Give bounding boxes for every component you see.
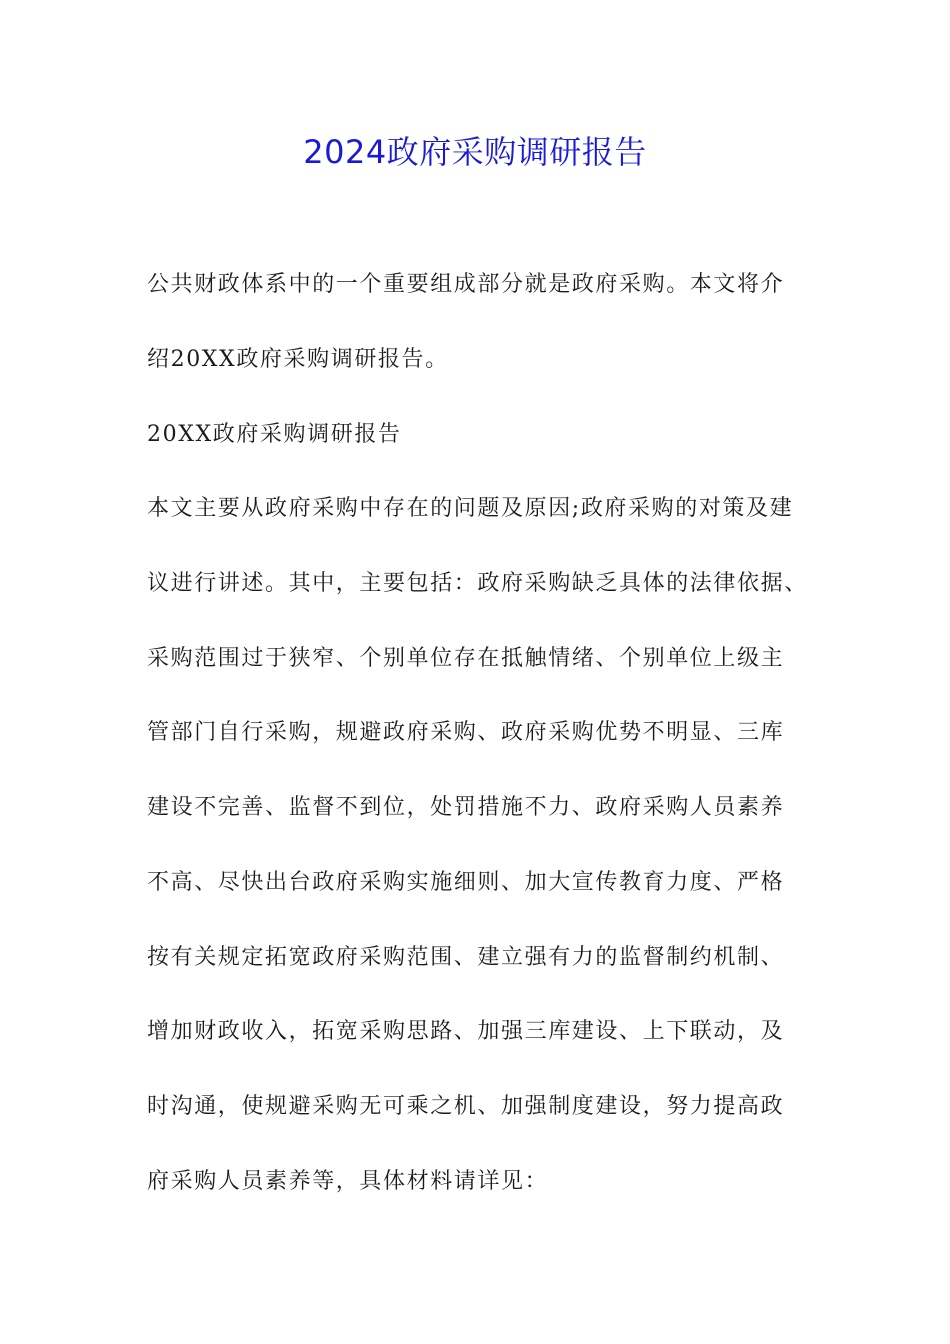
body-line: 管部门自行采购，规避政府采购、政府采购优势不明显、三库 — [147, 720, 785, 745]
body-line: 府采购人员素养等，具体材料请详见： — [147, 1169, 549, 1194]
body-line: 增加财政收入，拓宽采购思路、加强三库建设、上下联动，及 — [147, 1019, 785, 1044]
subheading: 20XX政府采购调研报告 — [147, 422, 402, 447]
body-line: 采购范围过于狭窄、个别单位存在抵触情绪、个别单位上级主 — [147, 646, 785, 671]
body-line: 建设不完善、监督不到位，处罚措施不力、政府采购人员素养 — [147, 795, 785, 820]
document-title: 2024政府采购调研报告 — [303, 133, 647, 171]
intro-line: 公共财政体系中的一个重要组成部分就是政府采购。本文将介 — [147, 272, 785, 297]
body-line: 时沟通，使规避采购无可乘之机、加强制度建设，努力提高政 — [147, 1094, 785, 1119]
body-line: 本文主要从政府采购中存在的问题及原因;政府采购的对策及建 — [147, 496, 794, 521]
body-line: 议进行讲述。其中，主要包括：政府采购缺乏具体的法律依据、 — [147, 571, 808, 596]
body-line: 按有关规定拓宽政府采购范围、建立强有力的监督制约机制、 — [147, 945, 785, 970]
intro-line: 绍20XX政府采购调研报告。 — [147, 347, 449, 372]
body-line: 不高、尽快出台政府采购实施细则、加大宣传教育力度、严格 — [147, 870, 785, 895]
